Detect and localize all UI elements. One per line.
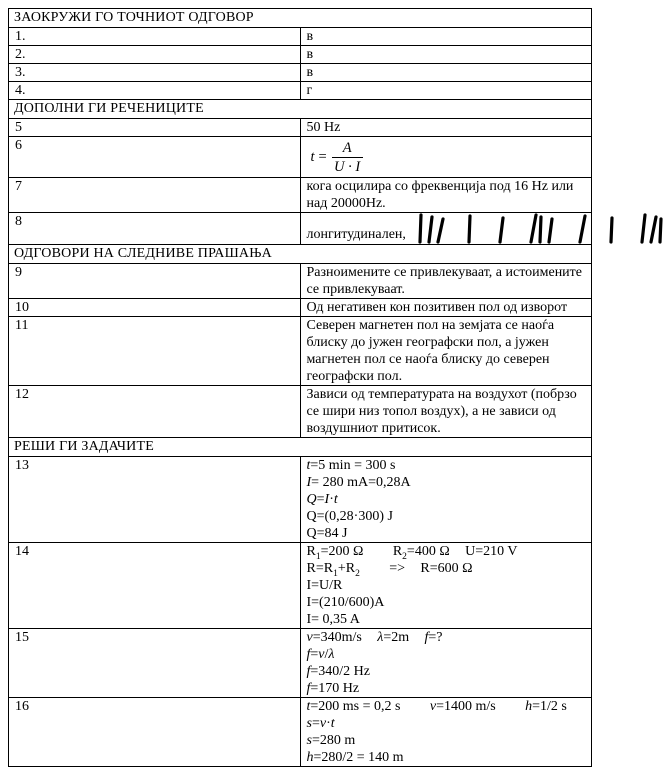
fraction-denominator bbox=[332, 158, 363, 175]
answer-line bbox=[307, 386, 588, 437]
row-number: 6 bbox=[9, 137, 301, 178]
answer-text: =200 ms = 0,2 s bbox=[310, 699, 401, 714]
answer-line bbox=[307, 491, 588, 508]
answer-text: лонгитудинален, bbox=[306, 227, 406, 242]
answer-cell bbox=[300, 299, 592, 317]
answer-line bbox=[307, 457, 588, 474]
answer-row bbox=[9, 543, 592, 629]
answer-line bbox=[307, 680, 588, 697]
answer-row bbox=[9, 457, 592, 543]
answer-row bbox=[9, 46, 592, 64]
answer-text: R=600 Ω bbox=[420, 561, 473, 576]
row-number: 10 bbox=[9, 299, 301, 317]
answer-line bbox=[307, 178, 588, 212]
answer-text: I bbox=[306, 475, 312, 490]
answer-text: =1/2 s bbox=[532, 699, 567, 714]
row-number: 11 bbox=[9, 317, 301, 386]
answer-text-subscript: 2 bbox=[355, 568, 360, 579]
answer-text: = 280 mA=0,28A bbox=[311, 475, 411, 490]
answer-text: Q=(0,28·300) J bbox=[306, 509, 393, 524]
answer-text: => bbox=[389, 561, 406, 576]
answer-cell bbox=[300, 629, 592, 698]
section-title: ЗАОКРУЖИ ГО ТОЧНИОТ ОДГОВОР bbox=[9, 9, 592, 28]
answer-line bbox=[307, 698, 588, 715]
answer-text: t bbox=[306, 458, 311, 473]
answer-text: =280 m bbox=[311, 733, 356, 748]
answer-text: f bbox=[424, 630, 429, 645]
answer-text: г bbox=[306, 83, 313, 98]
answer-text: Од негативен кон позитивен пол од изворот bbox=[306, 300, 568, 315]
drawing-line bbox=[307, 213, 588, 244]
answer-line bbox=[307, 646, 588, 663]
row-number: 9 bbox=[9, 264, 301, 299]
section-header-row bbox=[9, 245, 592, 264]
answer-cell bbox=[300, 457, 592, 543]
answer-text: I=(210/600)A bbox=[306, 595, 385, 610]
answer-row bbox=[9, 698, 592, 767]
answer-line bbox=[307, 46, 588, 63]
answer-row bbox=[9, 264, 592, 299]
section-header-row bbox=[9, 438, 592, 457]
answer-line bbox=[307, 474, 588, 491]
answer-row bbox=[9, 317, 592, 386]
answer-cell bbox=[300, 213, 592, 245]
answer-text: =340m/s bbox=[312, 630, 362, 645]
answer-line bbox=[307, 64, 588, 81]
answer-text: f bbox=[306, 664, 311, 679]
answer-text-subscript: 1 bbox=[315, 551, 321, 562]
answer-text: Q=84 J bbox=[306, 526, 348, 541]
answer-line bbox=[307, 264, 588, 298]
answer-text: R=R bbox=[306, 561, 334, 576]
answer-line bbox=[307, 543, 588, 560]
answer-text-subscript: 2 bbox=[402, 551, 407, 562]
answer-text: · bbox=[326, 716, 331, 731]
answer-text: = bbox=[310, 647, 319, 662]
answer-text: I=U/R bbox=[306, 578, 343, 593]
answer-text: =340/2 Hz bbox=[310, 664, 370, 679]
answer-row bbox=[9, 178, 592, 213]
answer-line bbox=[307, 611, 588, 628]
answer-text: R bbox=[306, 544, 316, 559]
answer-text: кога осцилира со фреквенција под 16 Hz или над 20000Hz. bbox=[306, 179, 574, 211]
answer-text: =5 min = 300 s bbox=[310, 458, 396, 473]
answer-text: Зависи од температурата на воздухот (побрзо се шири низ топол воздух), а не зависи од воздушниот притисок. bbox=[306, 387, 577, 436]
answer-text: = bbox=[311, 716, 320, 731]
answer-line bbox=[307, 525, 588, 542]
row-number: 2. bbox=[9, 46, 301, 64]
longitudinal-wave-strokes-icon bbox=[416, 213, 672, 243]
answer-table bbox=[8, 8, 592, 767]
row-number: 13 bbox=[9, 457, 301, 543]
formula-lhs: t bbox=[310, 149, 315, 165]
section-header-row bbox=[9, 9, 592, 28]
row-number: 14 bbox=[9, 543, 301, 629]
answer-text: в bbox=[306, 47, 314, 62]
answer-text: v bbox=[319, 716, 327, 731]
row-number: 1. bbox=[9, 28, 301, 46]
answer-text: · bbox=[329, 492, 334, 507]
answer-text: h bbox=[306, 750, 314, 765]
section-title: ДОПОЛНИ ГИ РЕЧЕНИЦИТЕ bbox=[9, 100, 592, 119]
fraction bbox=[332, 140, 363, 175]
answer-line bbox=[307, 629, 588, 646]
answer-text: U · I bbox=[334, 159, 361, 175]
answer-text: U=210 V bbox=[465, 544, 518, 559]
answer-row bbox=[9, 64, 592, 82]
answer-row bbox=[9, 299, 592, 317]
row-number: 16 bbox=[9, 698, 301, 767]
answer-line bbox=[307, 508, 588, 525]
answer-text: =? bbox=[428, 630, 443, 645]
answer-cell bbox=[300, 178, 592, 213]
answer-cell bbox=[300, 386, 592, 438]
answer-text: в bbox=[306, 29, 314, 44]
answer-text: / bbox=[324, 647, 329, 662]
answer-line bbox=[307, 749, 588, 766]
answer-line bbox=[307, 560, 588, 577]
answer-text: t bbox=[330, 716, 335, 731]
answer-text: f bbox=[306, 647, 311, 662]
answer-text: = bbox=[316, 492, 325, 507]
answer-line bbox=[307, 317, 588, 385]
answer-line bbox=[307, 28, 588, 45]
answer-text: v bbox=[318, 647, 325, 662]
row-number: 3. bbox=[9, 64, 301, 82]
answer-text: I bbox=[324, 492, 330, 507]
formula-equals: = bbox=[318, 149, 327, 165]
row-number: 7 bbox=[9, 178, 301, 213]
answer-cell bbox=[300, 543, 592, 629]
answer-text: Разноимените се привлекуваат, а истоимените се привлекуваат. bbox=[306, 265, 583, 297]
answer-cell bbox=[300, 82, 592, 100]
answer-text: s bbox=[306, 733, 312, 748]
answer-line bbox=[307, 663, 588, 680]
answer-cell bbox=[300, 137, 592, 178]
fraction-numerator bbox=[332, 140, 363, 158]
answer-text: I= 0,35 A bbox=[306, 612, 360, 627]
answer-text: h bbox=[525, 699, 533, 714]
answer-text: 50 Hz bbox=[306, 120, 341, 135]
answer-text: R bbox=[392, 544, 403, 559]
answer-text: v bbox=[306, 630, 313, 645]
answer-cell bbox=[300, 64, 592, 82]
answer-row bbox=[9, 137, 592, 178]
answer-cell bbox=[300, 317, 592, 386]
row-number: 4. bbox=[9, 82, 301, 100]
answer-row bbox=[9, 119, 592, 137]
answer-text-subscript: 1 bbox=[333, 568, 338, 579]
answer-cell bbox=[300, 119, 592, 137]
answer-text: λ bbox=[377, 630, 384, 645]
answer-text: f bbox=[306, 681, 311, 696]
formula-fraction bbox=[311, 140, 363, 175]
answer-text: =1400 m/s bbox=[436, 699, 496, 714]
section-header-row bbox=[9, 100, 592, 119]
section-title: ОДГОВОРИ НА СЛЕДНИВЕ ПРАШАЊА bbox=[9, 245, 592, 264]
answer-cell bbox=[300, 698, 592, 767]
row-number: 8 bbox=[9, 213, 301, 245]
answer-text: v bbox=[429, 699, 437, 714]
answer-table-body bbox=[9, 9, 592, 767]
answer-line bbox=[307, 119, 588, 136]
answer-text: =280/2 = 140 m bbox=[313, 750, 404, 765]
answer-text: A bbox=[342, 140, 352, 156]
answer-text: =170 Hz bbox=[310, 681, 360, 696]
answer-text: +R bbox=[337, 561, 356, 576]
answer-text: =200 Ω bbox=[320, 544, 364, 559]
section-title: РЕШИ ГИ ЗАДАЧИТЕ bbox=[9, 438, 592, 457]
answer-text: Q bbox=[306, 492, 317, 507]
row-number: 5 bbox=[9, 119, 301, 137]
answer-row bbox=[9, 28, 592, 46]
answer-cell bbox=[300, 28, 592, 46]
answer-text: λ bbox=[328, 647, 335, 662]
answer-row bbox=[9, 629, 592, 698]
answer-cell bbox=[300, 46, 592, 64]
row-number: 12 bbox=[9, 386, 301, 438]
answer-text: t bbox=[306, 699, 311, 714]
answer-line bbox=[307, 299, 588, 316]
answer-line bbox=[307, 82, 588, 99]
answer-line bbox=[307, 732, 588, 749]
answer-line bbox=[307, 715, 588, 732]
answer-row bbox=[9, 82, 592, 100]
answer-line bbox=[307, 594, 588, 611]
answer-text: t bbox=[333, 492, 338, 507]
answer-line bbox=[307, 577, 588, 594]
answer-text: в bbox=[306, 65, 314, 80]
answer-text: =400 Ω bbox=[406, 544, 450, 559]
row-number: 15 bbox=[9, 629, 301, 698]
answer-row bbox=[9, 386, 592, 438]
answer-text: =2m bbox=[383, 630, 410, 645]
answer-cell bbox=[300, 264, 592, 299]
answer-text: s bbox=[306, 716, 312, 731]
answer-sheet bbox=[8, 8, 592, 767]
answer-text: Северен магнетен пол на земјата се наоѓа блиску до јужен географски пол, а јужен магнетен пол се наоѓа блиску до северен географски пол. bbox=[306, 318, 555, 384]
answer-row bbox=[9, 213, 592, 245]
